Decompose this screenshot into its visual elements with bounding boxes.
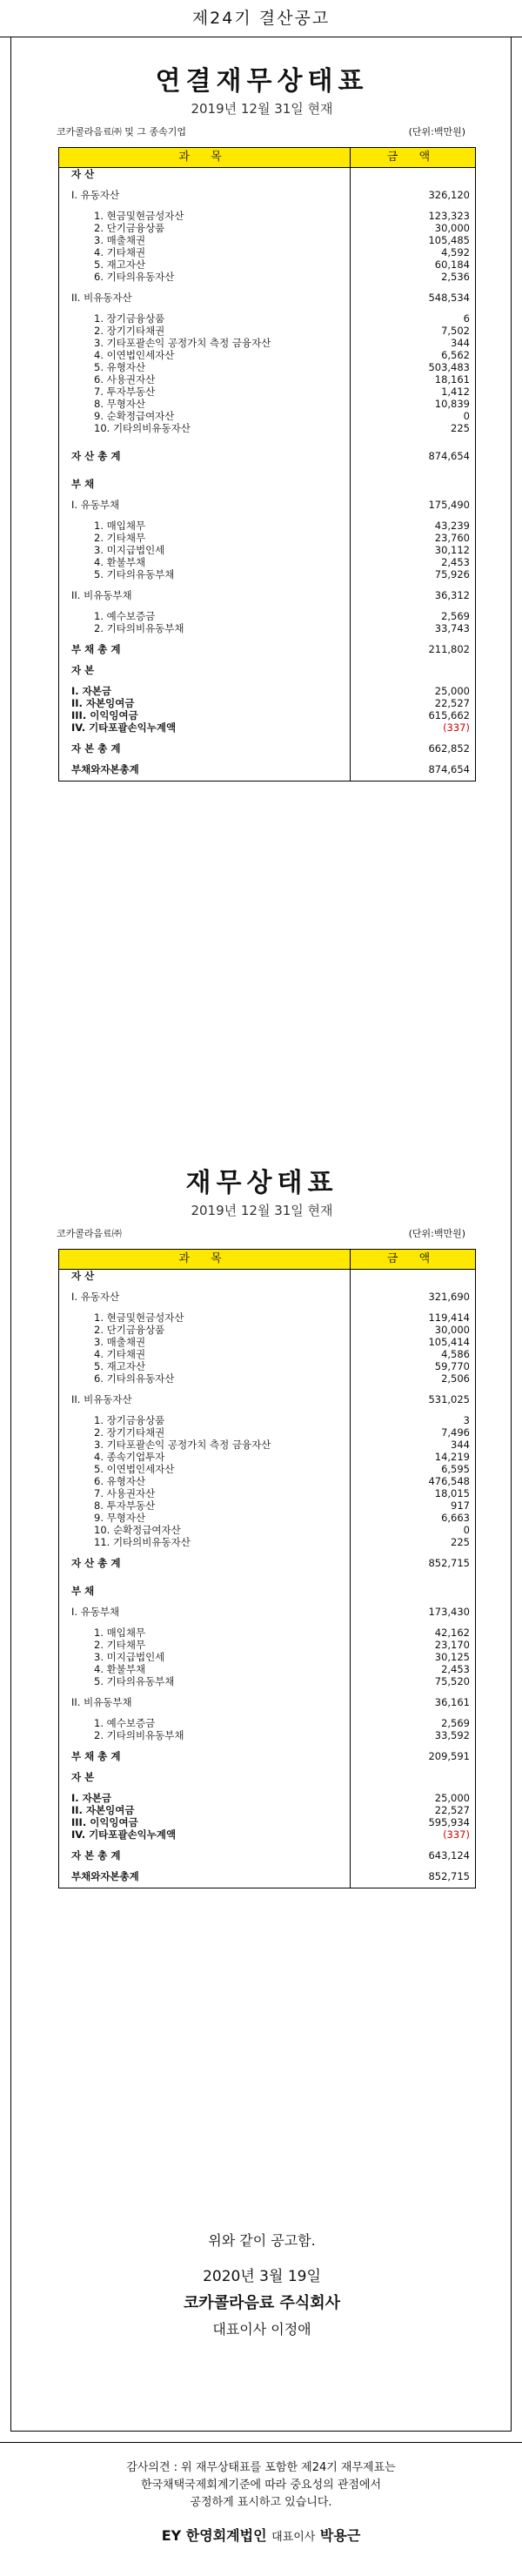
row-label: 1. 장기금융상품	[94, 312, 165, 325]
row-spacer	[59, 755, 475, 763]
separate-table	[58, 1249, 476, 1888]
row-value: 211,802	[428, 643, 470, 655]
consolidated-title: 연결재무상태표	[155, 66, 369, 97]
row-label: 3. 매출채권	[94, 1336, 146, 1348]
table-row	[59, 1627, 475, 1639]
table-row	[59, 222, 475, 234]
table-row	[59, 1849, 475, 1862]
row-value: 22,527	[434, 697, 470, 709]
separate-title: 재무상태표	[185, 1168, 338, 1198]
row-label: II. 비유동부채	[71, 1696, 132, 1708]
table-row	[59, 520, 475, 532]
table-row	[59, 398, 475, 410]
row-label: 6. 기타의유동자산	[94, 1372, 175, 1385]
row-label: 2. 단기금융상품	[94, 222, 165, 234]
table-row	[59, 1828, 475, 1841]
col-amount-header: 금 액	[386, 1252, 439, 1265]
row-value: 548,534	[428, 292, 470, 304]
row-value	[350, 1585, 475, 1597]
table-row	[59, 210, 475, 222]
row-spacer	[59, 601, 475, 610]
table-row	[59, 1463, 475, 1475]
row-value: 4,592	[441, 246, 470, 258]
row-value	[350, 1270, 475, 1282]
audit-rep-title: 대표이사	[271, 2531, 316, 2544]
row-label: 5. 유형자산	[94, 361, 146, 373]
row-spacer	[59, 434, 475, 450]
separate-section	[11, 1161, 512, 1240]
table-row	[59, 1870, 475, 1882]
row-label: I. 자본금	[71, 685, 111, 697]
row-spacer	[59, 1708, 475, 1717]
row-value: 2,536	[441, 271, 470, 283]
row-label: 6. 기타의유동자산	[94, 271, 175, 283]
table-row	[59, 499, 475, 511]
table-row	[59, 1487, 475, 1499]
separate-meta	[11, 1226, 512, 1240]
row-value: 344	[451, 1439, 470, 1451]
row-value	[350, 478, 475, 490]
consolidated-table	[58, 147, 476, 782]
auditor-signature	[10, 2527, 512, 2546]
table-row	[59, 568, 475, 580]
row-value: 33,592	[434, 1729, 470, 1741]
row-label: 1. 매입채무	[94, 520, 146, 532]
row-value: 6,562	[441, 349, 470, 361]
audit-firm: EY 한영회계법인	[161, 2527, 267, 2544]
row-label: 8. 투자부동산	[94, 1499, 156, 1512]
row-value: 225	[451, 422, 470, 434]
table-row	[59, 1336, 475, 1348]
row-value: 119,414	[428, 1311, 470, 1324]
table-row	[59, 1372, 475, 1385]
row-value: 2,506	[441, 1372, 470, 1385]
table-row	[59, 532, 475, 544]
row-value: 10,839	[434, 398, 470, 410]
row-label: 2. 장기기타채권	[94, 1426, 165, 1439]
table-row	[59, 721, 475, 734]
row-value: 503,483	[428, 361, 470, 373]
row-label: 2. 기타채무	[94, 532, 146, 544]
table-row	[59, 643, 475, 655]
notice-title: 제24기 결산공고	[0, 0, 522, 37]
table-row	[59, 1451, 475, 1463]
row-label: IV. 기타포괄손익누계액	[71, 721, 177, 734]
row-value: 43,239	[434, 520, 470, 532]
row-label: 자 산	[71, 1270, 95, 1282]
row-value: 22,527	[434, 1804, 470, 1816]
table-row	[59, 1804, 475, 1816]
row-value: 175,490	[428, 499, 470, 511]
row-spacer	[59, 676, 475, 685]
table-row	[59, 1651, 475, 1663]
row-label: 4. 환불부채	[94, 1663, 146, 1675]
table-row	[59, 1606, 475, 1618]
table-row	[59, 1750, 475, 1762]
row-value: 3	[463, 1414, 470, 1426]
row-label: II. 비유동자산	[71, 1393, 132, 1405]
row-value: 0	[463, 410, 470, 422]
row-value: 33,743	[434, 622, 470, 634]
row-value: 75,926	[434, 568, 470, 580]
row-spacer	[59, 1762, 475, 1771]
table-row	[59, 349, 475, 361]
table-body	[59, 168, 475, 781]
row-value: 59,770	[434, 1360, 470, 1372]
row-label: 1. 장기금융상품	[94, 1414, 165, 1426]
row-value: 75,520	[434, 1675, 470, 1687]
row-value: 2,569	[441, 610, 470, 622]
row-label: 2. 기타의비유동부채	[94, 622, 184, 634]
table-row	[59, 685, 475, 697]
table-row	[59, 709, 475, 721]
row-value: 7,502	[441, 325, 470, 337]
row-value: 209,591	[428, 1750, 470, 1762]
row-spacer	[59, 1687, 475, 1696]
row-label: III. 이익잉여금	[71, 709, 138, 721]
table-row	[59, 1816, 475, 1828]
row-spacer	[59, 1569, 475, 1585]
row-value: 662,852	[428, 742, 470, 755]
table-row	[59, 1729, 475, 1741]
row-spacer	[59, 580, 475, 589]
row-spacer	[59, 180, 475, 189]
row-value: 874,654	[428, 763, 470, 775]
table-row	[59, 1771, 475, 1783]
row-value: 42,162	[434, 1627, 470, 1639]
row-label: I. 유동부채	[71, 499, 120, 511]
row-label: I. 유동부채	[71, 1606, 120, 1618]
row-value: 4,586	[441, 1348, 470, 1360]
row-label: 6. 사용권자산	[94, 373, 156, 386]
table-row	[59, 1439, 475, 1451]
table-row	[59, 1393, 475, 1405]
table-row	[59, 189, 475, 201]
row-label: 8. 무형자산	[94, 398, 146, 410]
row-label: 부 채	[71, 478, 95, 490]
row-label: 자 산 총 계	[71, 1557, 121, 1569]
row-value	[350, 1771, 475, 1783]
table-row	[59, 697, 475, 709]
row-label: 7. 투자부동산	[94, 386, 156, 398]
row-value: 2,569	[441, 1717, 470, 1729]
row-value: 6	[463, 312, 470, 325]
row-value: 60,184	[434, 258, 470, 271]
row-label: III. 이익잉여금	[71, 1816, 138, 1828]
row-value: 23,170	[434, 1639, 470, 1651]
row-value: 476,548	[428, 1475, 470, 1487]
consolidated-date: 2019년 12월 31일 현재	[191, 101, 333, 117]
table-row	[59, 361, 475, 373]
table-row	[59, 410, 475, 422]
separate-date: 2019년 12월 31일 현재	[191, 1203, 333, 1218]
table-row	[59, 1675, 475, 1687]
row-label: 3. 매출채권	[94, 234, 146, 246]
row-value: 344	[451, 337, 470, 349]
closing-block	[11, 2230, 512, 2338]
closing-statement: 위와 같이 공고함.	[208, 2232, 316, 2249]
row-value: 173,430	[428, 1606, 470, 1618]
row-label: 1. 현금및현금성자산	[94, 210, 184, 222]
row-value: 36,312	[434, 589, 470, 601]
row-spacer	[59, 1741, 475, 1750]
row-label: II. 자본잉여금	[71, 1804, 135, 1816]
row-value: 917	[451, 1499, 470, 1512]
table-row	[59, 234, 475, 246]
row-spacer	[59, 462, 475, 478]
row-label: 6. 유형자산	[94, 1475, 146, 1487]
ceo-signature: 대표이사 이정애	[212, 2321, 311, 2338]
table-row	[59, 1639, 475, 1651]
notice-frame	[10, 37, 512, 2432]
row-label: 5. 기타의유동부채	[94, 1675, 175, 1687]
table-row	[59, 258, 475, 271]
row-value: 23,760	[434, 532, 470, 544]
row-value: 30,000	[434, 222, 470, 234]
col-item-header: 과 목	[59, 1250, 351, 1269]
row-label: 3. 미지급법인세	[94, 1651, 165, 1663]
row-value: 874,654	[428, 450, 470, 462]
row-label: 4. 이연법인세자산	[94, 349, 175, 361]
row-label: 10. 기타의비유동자산	[94, 422, 191, 434]
row-label: II. 비유동자산	[71, 292, 132, 304]
row-value	[350, 664, 475, 676]
row-value: (337)	[443, 1828, 470, 1841]
audit-line-1: 감사의견 : 위 재무상태표를 포함한 제24기 재무제표는	[126, 2461, 396, 2474]
row-label: 5. 재고자산	[94, 1360, 146, 1372]
row-value: 30,125	[434, 1651, 470, 1663]
row-label: 11. 기타의비유동자산	[94, 1536, 191, 1548]
table-row	[59, 1717, 475, 1729]
row-label: 부 채 총 계	[71, 1750, 121, 1762]
row-label: 5. 재고자산	[94, 258, 146, 271]
table-row	[59, 556, 475, 568]
row-spacer	[59, 1282, 475, 1291]
row-label: 자 산	[71, 168, 95, 180]
row-value: 0	[463, 1524, 470, 1536]
row-spacer	[59, 655, 475, 664]
row-label: 1. 예수보증금	[94, 1717, 156, 1729]
row-value: 25,000	[434, 1792, 470, 1804]
closing-date: 2020년 3월 19일	[203, 2268, 321, 2285]
col-item-header: 과 목	[59, 148, 351, 167]
row-value: 18,161	[434, 373, 470, 386]
row-label: 4. 기타채권	[94, 1348, 146, 1360]
row-spacer	[59, 1405, 475, 1414]
table-row	[59, 312, 475, 325]
row-spacer	[59, 511, 475, 520]
row-value: 25,000	[434, 685, 470, 697]
table-row	[59, 325, 475, 337]
row-label: 1. 현금및현금성자산	[94, 1311, 184, 1324]
table-row	[59, 168, 475, 180]
row-label: 3. 기타포괄손익 공정가치 측정 금융자산	[94, 1439, 271, 1451]
table-row	[59, 1324, 475, 1336]
row-label: 4. 기타채권	[94, 246, 146, 258]
row-label: 5. 기타의유동부채	[94, 568, 175, 580]
row-label: 3. 기타포괄손익 공정가치 측정 금융자산	[94, 337, 271, 349]
table-row	[59, 246, 475, 258]
row-value: 225	[451, 1536, 470, 1548]
table-row	[59, 1499, 475, 1512]
row-value: 18,015	[434, 1487, 470, 1499]
table-body	[59, 1270, 475, 1888]
row-spacer	[59, 201, 475, 210]
row-spacer	[59, 1783, 475, 1792]
row-label: 1. 예수보증금	[94, 610, 156, 622]
row-label: 3. 미지급법인세	[94, 544, 165, 556]
row-spacer	[59, 304, 475, 312]
table-row	[59, 664, 475, 676]
table-row	[59, 271, 475, 283]
consolidated-section	[11, 59, 512, 138]
table-row	[59, 1663, 475, 1675]
row-spacer	[59, 1618, 475, 1627]
row-label: 7. 사용권자산	[94, 1487, 156, 1499]
table-row	[59, 763, 475, 775]
row-value: 615,662	[428, 709, 470, 721]
row-value: 1,412	[441, 386, 470, 398]
row-value: 7,496	[441, 1426, 470, 1439]
row-spacer	[59, 1548, 475, 1557]
row-label: 5. 이연법인세자산	[94, 1463, 175, 1475]
row-label: 2. 기타의비유동부채	[94, 1729, 184, 1741]
table-header	[59, 1250, 475, 1270]
audit-opinion	[10, 2459, 512, 2546]
table-row	[59, 1414, 475, 1426]
consolidated-meta	[11, 124, 512, 138]
consolidated-company: 코카콜라음료㈜ 및 그 종속기업	[57, 126, 187, 138]
row-value: 105,485	[428, 234, 470, 246]
row-value: 852,715	[428, 1557, 470, 1569]
row-label: II. 자본잉여금	[71, 697, 135, 709]
row-label: 자 본	[71, 664, 95, 676]
row-value: 123,323	[428, 210, 470, 222]
row-value: 321,690	[428, 1291, 470, 1303]
table-row	[59, 1311, 475, 1324]
table-row	[59, 742, 475, 755]
row-label: 2. 기타채무	[94, 1639, 146, 1651]
table-row	[59, 1524, 475, 1536]
audit-line-3: 공정하게 표시하고 있습니다.	[190, 2496, 332, 2509]
row-label: 2. 단기금융상품	[94, 1324, 165, 1336]
row-value: 326,120	[428, 189, 470, 201]
consolidated-unit: (단위:백만원)	[408, 126, 465, 138]
table-row	[59, 1585, 475, 1597]
table-row	[59, 450, 475, 462]
col-amount-header: 금 액	[386, 151, 439, 164]
table-row	[59, 478, 475, 490]
table-header	[59, 148, 475, 168]
row-label: 자 본	[71, 1771, 95, 1783]
row-label: 자 산 총 계	[71, 450, 121, 462]
row-label: 9. 순확정급여자산	[94, 410, 175, 422]
row-spacer	[59, 1841, 475, 1849]
table-row	[59, 337, 475, 349]
company-name: 코카콜라음료 주식회사	[183, 2294, 341, 2312]
row-value: 2,453	[441, 556, 470, 568]
row-spacer	[59, 1597, 475, 1606]
row-label: 9. 무형자산	[94, 1512, 146, 1524]
row-value: (337)	[443, 721, 470, 734]
row-spacer	[59, 634, 475, 643]
separate-unit: (단위:백만원)	[408, 1228, 465, 1239]
table-row	[59, 1426, 475, 1439]
row-label: 10. 순확정급여자산	[94, 1524, 181, 1536]
row-label: I. 유동자산	[71, 189, 120, 201]
table-row	[59, 1792, 475, 1804]
row-value: 105,414	[428, 1336, 470, 1348]
table-row	[59, 422, 475, 434]
row-label: 부채와자본총계	[71, 1870, 139, 1882]
row-value: 30,112	[434, 544, 470, 556]
table-row	[59, 292, 475, 304]
row-label: 4. 환불부채	[94, 556, 146, 568]
row-label: 부 채	[71, 1585, 95, 1597]
row-label: I. 자본금	[71, 1792, 111, 1804]
table-row	[59, 1475, 475, 1487]
row-value: 14,219	[434, 1451, 470, 1463]
audit-line-2: 한국채택국제회계기준에 따라 중요성의 관점에서	[140, 2479, 382, 2492]
table-row	[59, 544, 475, 556]
row-value: 595,934	[428, 1816, 470, 1828]
row-label: 1. 매입채무	[94, 1627, 146, 1639]
table-row	[59, 1291, 475, 1303]
table-row	[59, 1512, 475, 1524]
table-row	[59, 1360, 475, 1372]
separate-company: 코카콜라음료㈜	[57, 1228, 122, 1239]
table-row	[59, 373, 475, 386]
row-spacer	[59, 1303, 475, 1311]
audit-rep-name: 박용근	[319, 2527, 361, 2544]
row-value: 2,453	[441, 1663, 470, 1675]
row-label: II. 비유동부채	[71, 589, 132, 601]
row-label: 부 채 총 계	[71, 643, 121, 655]
row-value	[350, 168, 475, 180]
row-value: 30,000	[434, 1324, 470, 1336]
row-spacer	[59, 490, 475, 499]
table-row	[59, 1557, 475, 1569]
row-label: 4. 종속기업투자	[94, 1451, 165, 1463]
table-row	[59, 622, 475, 634]
row-spacer	[59, 734, 475, 742]
row-value: 643,124	[428, 1849, 470, 1862]
table-row	[59, 610, 475, 622]
row-value: 852,715	[428, 1870, 470, 1882]
table-row	[59, 386, 475, 398]
divider	[0, 2442, 522, 2443]
row-spacer	[59, 1862, 475, 1870]
row-spacer	[59, 1385, 475, 1393]
row-label: I. 유동자산	[71, 1291, 120, 1303]
row-label: 2. 장기기타채권	[94, 325, 165, 337]
row-value: 36,161	[434, 1696, 470, 1708]
row-label: 자 본 총 계	[71, 742, 121, 755]
row-value: 531,025	[428, 1393, 470, 1405]
row-value: 6,663	[441, 1512, 470, 1524]
row-value: 6,595	[441, 1463, 470, 1475]
table-row	[59, 1536, 475, 1548]
table-row	[59, 1270, 475, 1282]
table-row	[59, 1696, 475, 1708]
table-row	[59, 589, 475, 601]
table-row	[59, 1348, 475, 1360]
row-label: 자 본 총 계	[71, 1849, 121, 1862]
row-label: IV. 기타포괄손익누계액	[71, 1828, 177, 1841]
row-label: 부채와자본총계	[71, 763, 139, 775]
row-spacer	[59, 283, 475, 292]
